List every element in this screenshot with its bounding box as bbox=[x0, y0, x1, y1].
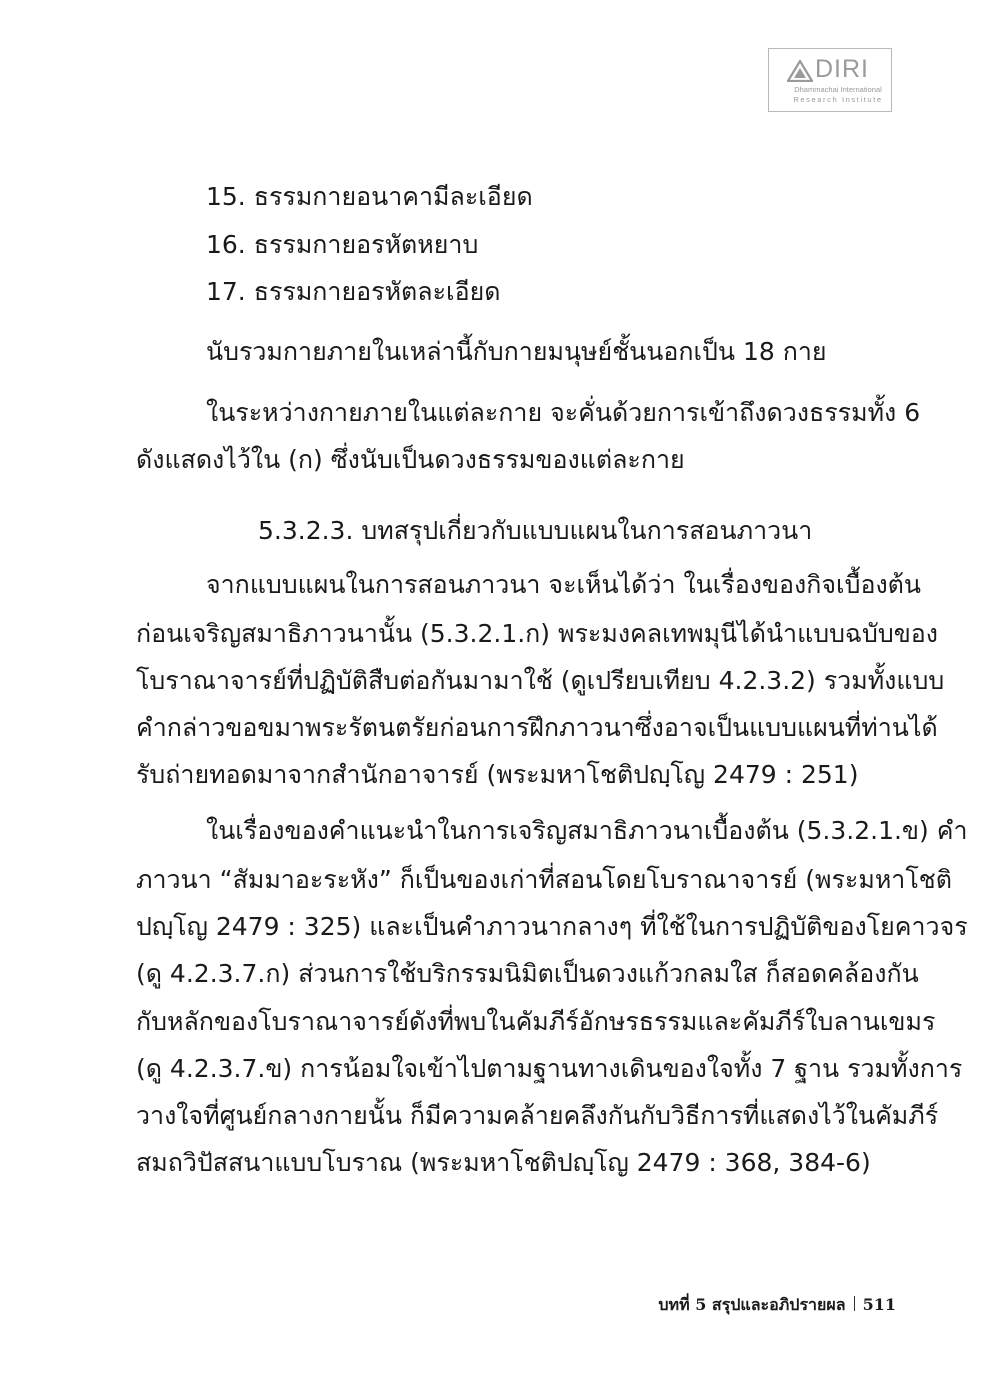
paragraph-line: ดังแสดงไว้ใน (ก) ซึ่งนับเป็นดวงธรรมของแต่ละกาย bbox=[136, 445, 685, 474]
logo-wordmark: DIRI bbox=[815, 55, 869, 83]
triangle-logo-icon bbox=[787, 60, 813, 82]
page-number: 511 bbox=[862, 1295, 896, 1314]
paragraph-line: โบราณาจารย์ที่ปฏิบัติสืบต่อกันมามาใช้ (ดูเปรียบเทียบ 4.2.3.2) รวมทั้งแบบ bbox=[136, 666, 945, 695]
list-item-17: 17. ธรรมกายอรหัตละเอียด bbox=[206, 277, 501, 306]
paragraph-line: กับหลักของโบราณาจารย์ดังที่พบในคัมภีร์อักษรธรรมและคัมภีร์ใบลานเขมร bbox=[136, 1007, 936, 1036]
paragraph-line: รับถ่ายทอดมาจากสำนักอาจารย์ (พระมหาโชติปญฺโญ 2479 : 251) bbox=[136, 760, 859, 789]
list-item-15: 15. ธรรมกายอนาคามีละเอียด bbox=[206, 182, 533, 211]
paragraph-line: คำกล่าวขอขมาพระรัตนตรัยก่อนการฝึกภาวนาซึ่งอาจเป็นแบบแผนที่ท่านได้ bbox=[136, 713, 938, 742]
paragraph-line: ภาวนา “สัมมาอะระหัง” ก็เป็นของเก่าที่สอนโดยโบราณาจารย์ (พระมหาโชติ bbox=[136, 865, 952, 894]
chapter-title: บทที่ 5 สรุปและอภิปรายผล bbox=[658, 1295, 846, 1314]
logo-subtitle-line1: Dhammachai International bbox=[794, 85, 882, 94]
paragraph-line: (ดู 4.2.3.7.ก) ส่วนการใช้บริกรรมนิมิตเป็นดวงแก้วกลมใส ก็สอดคล้องกัน bbox=[136, 959, 919, 988]
paragraph-line: ปญฺโญ 2479 : 325) และเป็นคำภาวนากลางๆ ที่ใช้ในการปฏิบัติของโยคาวจร bbox=[136, 912, 968, 941]
page-footer bbox=[658, 1294, 896, 1316]
paragraph-line: สมถวิปัสสนาแบบโบราณ (พระมหาโชติปญฺโญ 2479 : 368, 384-6) bbox=[136, 1148, 871, 1177]
paragraph-line: ในระหว่างกายภายในแต่ละกาย จะคั่นด้วยการเข้าถึงดวงธรรมทั้ง 6 bbox=[206, 398, 921, 427]
diri-logo bbox=[768, 48, 892, 112]
paragraph-line: จากแบบแผนในการสอนภาวนา จะเห็นได้ว่า ในเรื่องของกิจเบื้องต้น bbox=[206, 570, 921, 599]
paragraph-line: วางใจที่ศูนย์กลางกายนั้น ก็มีความคล้ายคลึงกันกับวิธีการที่แสดงไว้ในคัมภีร์ bbox=[136, 1101, 939, 1130]
logo-subtitle-line2: Research Institute bbox=[793, 95, 883, 104]
footer-divider bbox=[854, 1296, 855, 1311]
section-heading: 5.3.2.3. บทสรุปเกี่ยวกับแบบแผนในการสอนภาวนา bbox=[258, 516, 813, 545]
paragraph-line: ในเรื่องของคำแนะนำในการเจริญสมาธิภาวนาเบื้องต้น (5.3.2.1.ข) คำ bbox=[206, 816, 968, 845]
list-item-16: 16. ธรรมกายอรหัตหยาบ bbox=[206, 230, 479, 259]
paragraph-line: (ดู 4.2.3.7.ข) การน้อมใจเข้าไปตามฐานทางเดินของใจทั้ง 7 ฐาน รวมทั้งการ bbox=[136, 1054, 963, 1083]
paragraph-line: นับรวมกายภายในเหล่านี้กับกายมนุษย์ชั้นนอกเป็น 18 กาย bbox=[206, 337, 827, 366]
paragraph-line: ก่อนเจริญสมาธิภาวนานั้น (5.3.2.1.ก) พระมงคลเทพมุนีได้นำแบบฉบับของ bbox=[136, 619, 939, 648]
